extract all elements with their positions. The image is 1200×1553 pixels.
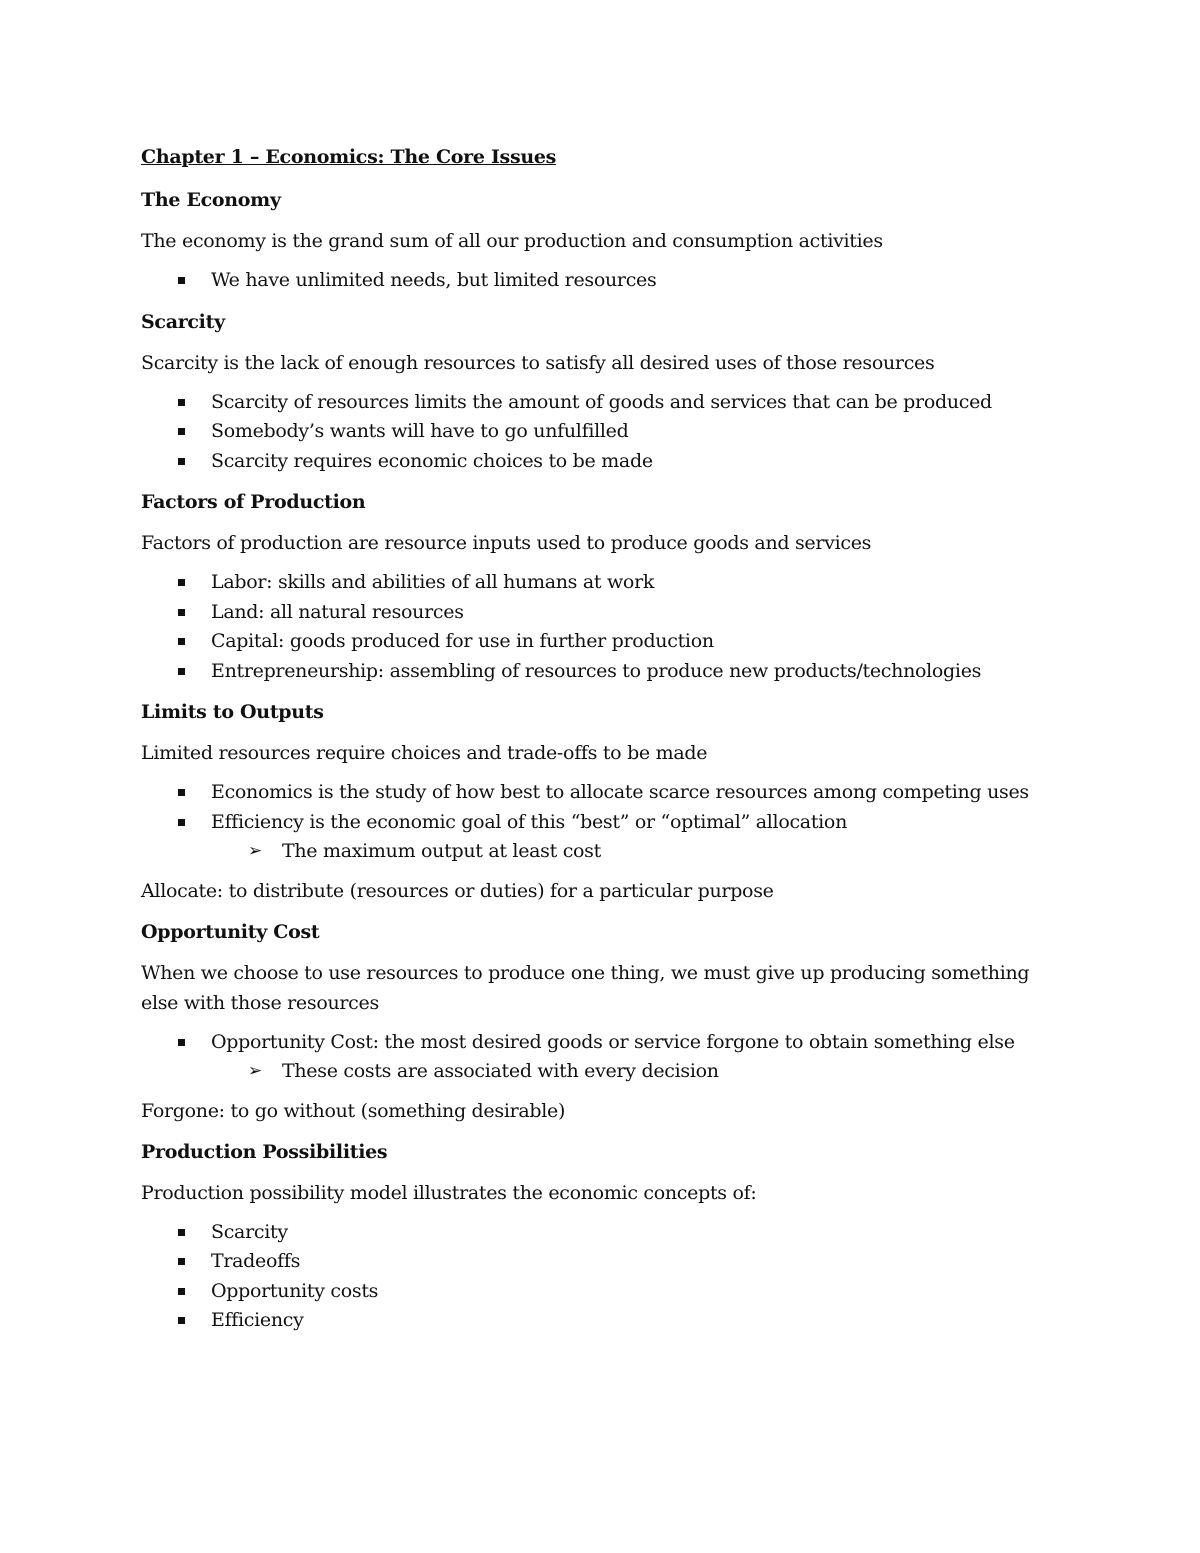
section-intro: Production possibility model illustrates the economic concepts of: bbox=[141, 1181, 757, 1204]
list-item bbox=[141, 266, 1041, 296]
square-bullet-icon bbox=[178, 609, 185, 616]
list-item bbox=[141, 1277, 1041, 1307]
list-item-text: Tradeoffs bbox=[211, 1250, 301, 1272]
sub-list-item bbox=[141, 1057, 1041, 1087]
section-heading-opportunity-cost: Opportunity Cost bbox=[141, 920, 320, 943]
section-intro: The economy is the grand sum of all our production and consumption activities bbox=[141, 230, 883, 252]
list-item bbox=[141, 447, 1041, 477]
sub-list-item bbox=[141, 837, 1041, 867]
list-item bbox=[141, 1218, 1041, 1248]
list-item bbox=[141, 627, 1041, 657]
list-item-text: Efficiency bbox=[211, 1309, 304, 1331]
list-item-text: Opportunity Cost: the most desired goods or service forgone to obtain something else bbox=[211, 1030, 1015, 1053]
list-item bbox=[141, 1247, 1041, 1277]
list-item-text: Scarcity of resources limits the amount of goods and services that can be produced bbox=[211, 390, 992, 413]
list-item-text: Efficiency is the economic goal of this “best” or “optimal” allocation bbox=[211, 810, 848, 833]
square-bullet-icon bbox=[178, 1288, 185, 1295]
definition-note: Allocate: to distribute (resources or duties) for a particular purpose bbox=[141, 879, 774, 902]
square-bullet-icon bbox=[178, 428, 185, 435]
list-item bbox=[141, 1306, 1041, 1336]
section-heading-production-possibilities: Production Possibilities bbox=[141, 1140, 388, 1163]
list-item bbox=[141, 1028, 1041, 1058]
list-item-text: Capital: goods produced for use in further production bbox=[211, 630, 714, 652]
bullet-list bbox=[141, 568, 1041, 686]
sub-list-item-text: The maximum output at least cost bbox=[282, 840, 601, 862]
list-item-text: Scarcity requires economic choices to be made bbox=[211, 449, 653, 472]
section-intro: Scarcity is the lack of enough resources to satisfy all desired uses of those resources bbox=[141, 351, 935, 374]
list-item bbox=[141, 598, 1041, 628]
list-item bbox=[141, 568, 1041, 598]
square-bullet-icon bbox=[178, 1258, 185, 1265]
square-bullet-icon bbox=[178, 1229, 185, 1236]
square-bullet-icon bbox=[178, 1039, 185, 1046]
section-intro: When we choose to use resources to produce one thing, we must give up producing something else with those resources bbox=[141, 961, 1030, 1014]
bullet-list bbox=[141, 266, 1041, 296]
square-bullet-icon bbox=[178, 399, 185, 406]
section-intro: Factors of production are resource inputs used to produce goods and services bbox=[141, 532, 872, 554]
list-item bbox=[141, 388, 1041, 418]
definition-note: Forgone: to go without (something desirable) bbox=[141, 1099, 566, 1122]
bullet-list bbox=[141, 388, 1041, 477]
section-intro: Limited resources require choices and trade-offs to be made bbox=[141, 742, 708, 764]
list-item bbox=[141, 657, 1041, 687]
square-bullet-icon bbox=[178, 789, 185, 796]
sub-list-item-text: These costs are associated with every decision bbox=[282, 1060, 719, 1082]
section-heading-factors-of-production: Factors of Production bbox=[141, 491, 366, 513]
chapter-title: Chapter 1 – Economics: The Core Issues bbox=[141, 146, 557, 168]
list-item bbox=[141, 778, 1041, 808]
list-item bbox=[141, 808, 1041, 838]
list-item-text: Labor: skills and abilities of all humans at work bbox=[211, 571, 655, 593]
square-bullet-icon bbox=[178, 819, 185, 826]
section-heading-the-economy: The Economy bbox=[141, 189, 281, 211]
square-bullet-icon bbox=[178, 638, 185, 645]
section-heading-limits-to-outputs: Limits to Outputs bbox=[141, 701, 324, 723]
list-item bbox=[141, 417, 1041, 447]
list-item-text: We have unlimited needs, but limited resources bbox=[211, 269, 657, 291]
list-item-text: Entrepreneurship: assembling of resources to produce new products/technologies bbox=[211, 659, 982, 682]
list-item-text: Land: all natural resources bbox=[211, 600, 464, 623]
square-bullet-icon bbox=[178, 277, 185, 284]
list-item-text: Economics is the study of how best to allocate scarce resources among competing uses bbox=[211, 781, 1029, 803]
bullet-list bbox=[141, 778, 1041, 867]
square-bullet-icon bbox=[178, 668, 185, 675]
bullet-list bbox=[141, 1218, 1041, 1336]
arrow-bullet-icon: ➢ bbox=[248, 1061, 262, 1081]
list-item-text: Scarcity bbox=[211, 1220, 288, 1243]
bullet-list bbox=[141, 1028, 1041, 1087]
square-bullet-icon bbox=[178, 1317, 185, 1324]
arrow-bullet-icon: ➢ bbox=[248, 841, 262, 861]
list-item-text: Somebody’s wants will have to go unfulfilled bbox=[211, 420, 629, 442]
section-heading-scarcity: Scarcity bbox=[141, 310, 225, 333]
document-page bbox=[141, 140, 1041, 1336]
square-bullet-icon bbox=[178, 458, 185, 465]
square-bullet-icon bbox=[178, 579, 185, 586]
list-item-text: Opportunity costs bbox=[211, 1279, 379, 1302]
